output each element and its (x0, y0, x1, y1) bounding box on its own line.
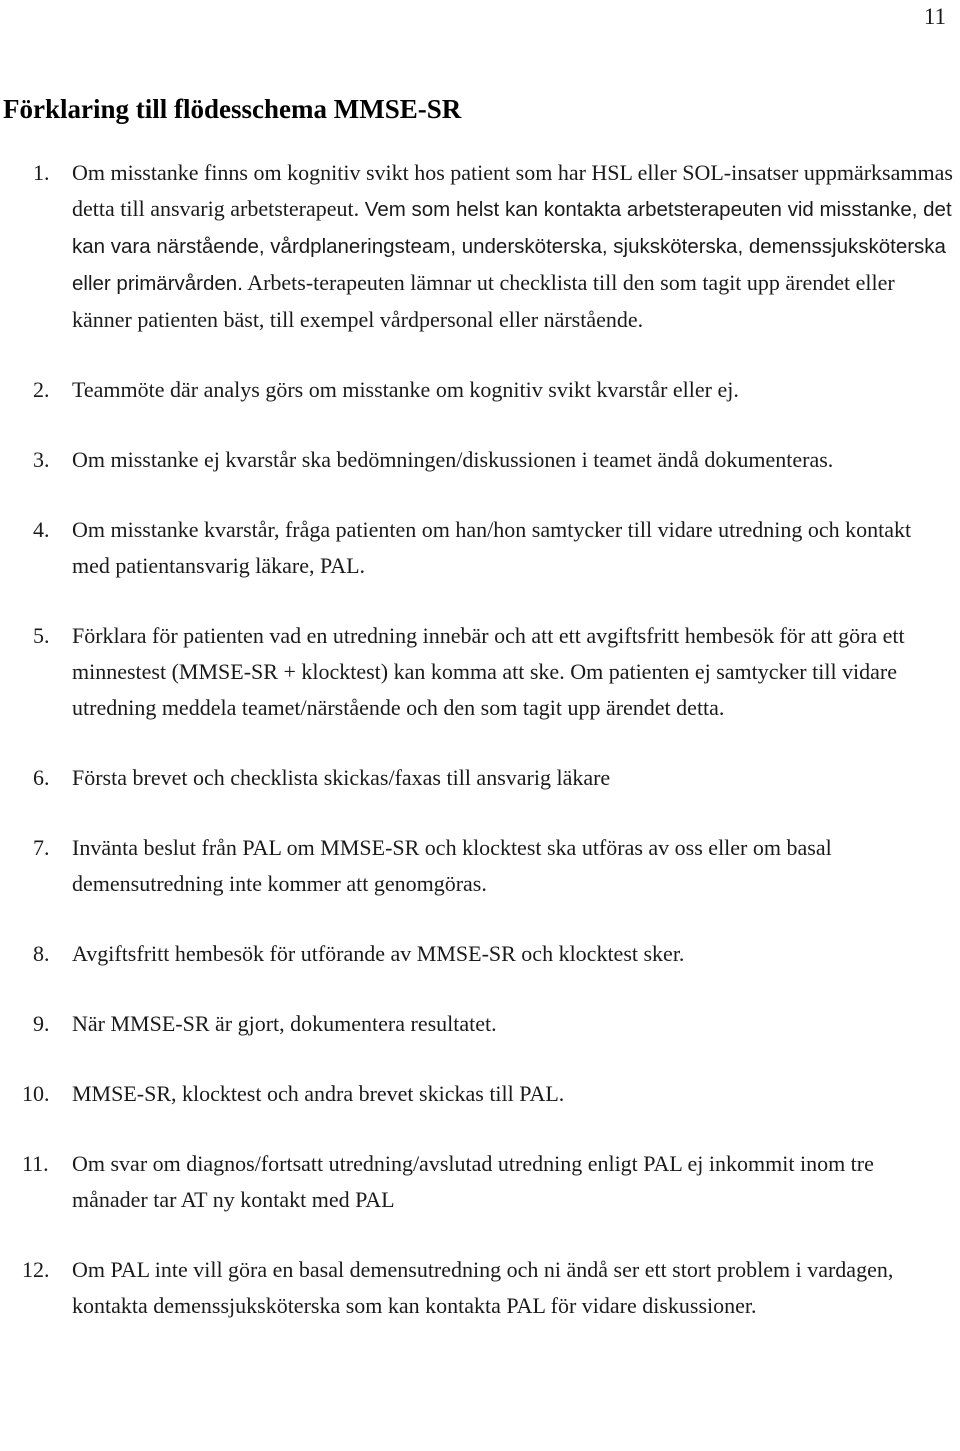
item-text: Invänta beslut från PAL om MMSE-SR och klocktest ska utföras av oss eller om basal demensutredning inte kommer att genomgöras. (72, 835, 832, 896)
procedure-list (0, 155, 960, 1358)
list-item-9 (0, 1006, 960, 1042)
item-number: 12. (22, 1257, 50, 1282)
item-text: Avgiftsfritt hembesök för utförande av MMSE-SR och klocktest sker. (72, 941, 685, 966)
document-title: Förklaring till flödesschema MMSE-SR (3, 94, 462, 124)
item-text: När MMSE-SR är gjort, dokumentera resultatet. (72, 1011, 497, 1036)
item-number: 7. (33, 835, 50, 860)
item-text: Första brevet och checklista skickas/faxas till ansvarig läkare (72, 765, 611, 790)
list-item-6 (0, 760, 960, 796)
list-item-1 (0, 155, 960, 338)
item-text: Arbets-terapeuten lämnar ut checklista till den som tagit upp ärendet eller känner patienten bäst, till exempel vårdpersonal eller närstående. (72, 270, 895, 332)
item-text: Teammöte där analys görs om misstanke om kognitiv svikt kvarstår eller ej. (72, 377, 739, 402)
item-text-sans: Vem som helst kan kontakta arbetsterapeuten vid misstanke, det kan vara närstående, vårdplaneringsteam, undersköterska, sjuksköterska, demenssjuksköterska eller primärvården. (72, 198, 952, 295)
item-number: 4. (33, 517, 50, 542)
item-text: Om misstanke finns om kognitiv svikt hos patient som har HSL eller SOL-insatser uppmärksammas detta till ansvarig arbetsterapeut. (72, 160, 953, 221)
list-item-4 (0, 512, 960, 584)
item-number: 1. (33, 160, 50, 185)
item-number: 3. (33, 447, 50, 472)
list-item-8 (0, 936, 960, 972)
list-item-12 (0, 1252, 960, 1324)
list-item-3 (0, 442, 960, 478)
item-text: Förklara för patienten vad en utredning innebär och att ett avgiftsfritt hembesök för att göra ett minnestest (MMSE-SR + klocktest) kan komma att ske. Om patienten ej samtycker till vidare utredning meddela teamet/närstående och den som tagit upp ärendet detta. (72, 623, 905, 720)
list-item-7 (0, 830, 960, 902)
item-text: MMSE-SR, klocktest och andra brevet skickas till PAL. (72, 1081, 565, 1106)
item-number: 6. (33, 765, 50, 790)
item-text: Om svar om diagnos/fortsatt utredning/avslutad utredning enligt PAL ej inkommit inom tre månader tar AT ny kontakt med PAL (72, 1151, 874, 1212)
item-number: 11. (22, 1151, 49, 1176)
item-text: Om misstanke kvarstår, fråga patienten om han/hon samtycker till vidare utredning och kontakt med patientansvarig läkare, PAL. (72, 517, 912, 578)
list-item-2 (0, 372, 960, 408)
list-item-10 (0, 1076, 960, 1112)
page-number: 11 (923, 4, 946, 29)
list-item-5 (0, 618, 960, 726)
item-number: 2. (33, 377, 50, 402)
item-number: 9. (33, 1011, 50, 1036)
list-item-11 (0, 1146, 960, 1218)
item-number: 10. (22, 1081, 50, 1106)
item-number: 5. (33, 623, 50, 648)
item-text: Om misstanke ej kvarstår ska bedömningen/diskussionen i teamet ändå dokumenteras. (72, 447, 834, 472)
item-text: Om PAL inte vill göra en basal demensutredning och ni ändå ser ett stort problem i vardagen, kontakta demenssjuksköterska som kan kontakta PAL för vidare diskussioner. (72, 1257, 894, 1318)
item-number: 8. (33, 941, 50, 966)
